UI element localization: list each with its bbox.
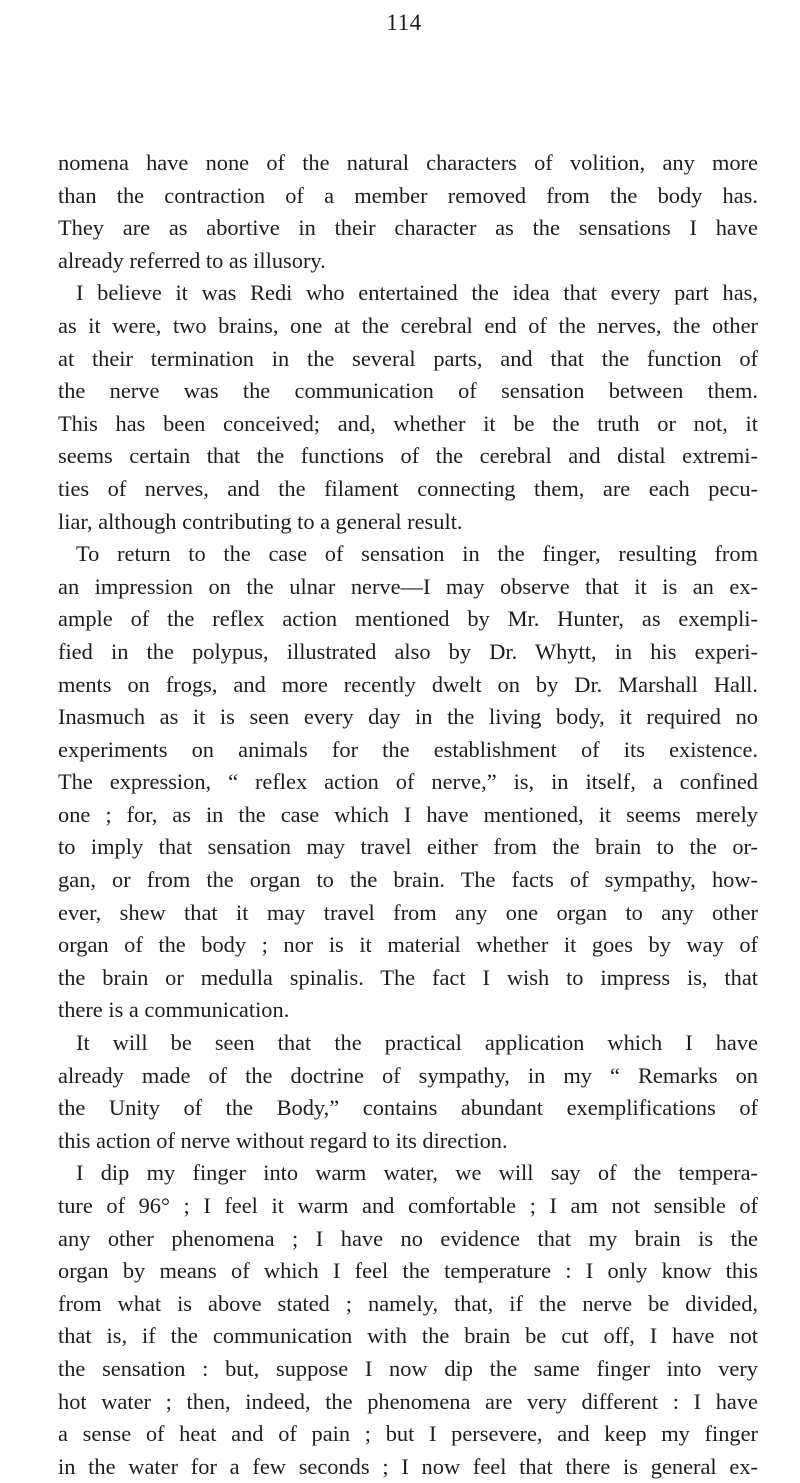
text-line: this action of nerve without regard to its direction. [58,1127,508,1153]
text-line: the Unity of the Body,” contains abundant exemplifications of [58,1095,758,1121]
text-line: there is a communication. [58,997,290,1023]
text-line: already referred to as illusory. [58,247,326,273]
text-line: ture of 96° ; I feel it warm and comfortable ; I am not sensible of [58,1193,758,1218]
text-line: the nerve was the communication of sensation between them. [58,378,758,404]
text-line: one ; for, as in the case which I have mentioned, it seems merely [58,801,758,827]
text-line: a sense of heat and of pain ; but I persevere, and keep my finger [58,1421,758,1447]
text-line: organ by means of which I feel the temperature : I only know this [58,1258,758,1284]
text-line: They are as abortive in their character as the sensations I have [58,215,758,241]
text-line: ample of the reflex action mentioned by Mr. Hunter, as exempli- [58,606,758,632]
page-number: 114 [386,10,422,35]
text-line: experiments on animals for the establishment of its existence. [58,736,758,762]
text-line: gan, or from the organ to the brain. The facts of sympathy, how- [58,867,758,893]
text-line: It will be seen that the practical application which I have [76,1030,758,1056]
text-line: seems certain that the functions of the cerebral and distal extremi- [58,443,758,469]
text-line: ever, shew that it may travel from any one organ to any other [58,899,758,925]
text-line: that is, if the communication with the brain be cut off, I have not [58,1323,758,1349]
text-line: the brain or medulla spinalis. The fact I wish to impress is, that [58,964,758,990]
text-line: Inasmuch as it is seen every day in the living body, it required no [58,704,758,730]
text-line: any other phenomena ; I have no evidence that my brain is the [58,1225,758,1251]
text-line: The expression, “ reflex action of nerve,” is, in itself, a confined [58,769,758,795]
text-line: organ of the body ; nor is it material whether it goes by way of [58,932,758,958]
text-line: in the water for a few seconds ; I now feel that there is general ex- [58,1453,758,1479]
text-line: hot water ; then, indeed, the phenomena are very different : I have [58,1388,758,1414]
text-line: the sensation : but, suppose I now dip the same finger into very [58,1355,758,1381]
text-line: I believe it was Redi who entertained the idea that every part has, [76,280,758,306]
text-line: from what is above stated ; namely, that, if the nerve be divided, [58,1290,758,1316]
text-line: as it were, two brains, one at the cerebral end of the nerves, the other [58,312,758,338]
text-line: fied in the polypus, illustrated also by Dr. Whytt, in his experi- [58,638,758,664]
text-line: I dip my finger into warm water, we will say of the tempera- [76,1160,758,1186]
text-line: liar, although contributing to a general result. [58,508,463,534]
text-line: to imply that sensation may travel either from the brain to the or- [58,834,758,860]
text-line: To return to the case of sensation in the finger, resulting from [76,541,758,567]
body-text [58,147,758,1483]
text-line: ments on frogs, and more recently dwelt on by Dr. Marshall Hall. [58,671,758,697]
text-line: at their termination in the several parts, and that the function of [58,345,758,371]
text-line: already made of the doctrine of sympathy, in my “ Remarks on [58,1062,758,1088]
text-line: nomena have none of the natural characters of volition, any more [58,150,758,175]
text-line: ties of nerves, and the filament connecting them, are each pecu- [58,475,758,501]
text-line: This has been conceived; and, whether it be the truth or not, it [58,410,758,436]
text-line: an impression on the ulnar nerve—I may observe that it is an ex- [58,573,758,599]
text-line: than the contraction of a member removed from the body has. [58,182,758,208]
